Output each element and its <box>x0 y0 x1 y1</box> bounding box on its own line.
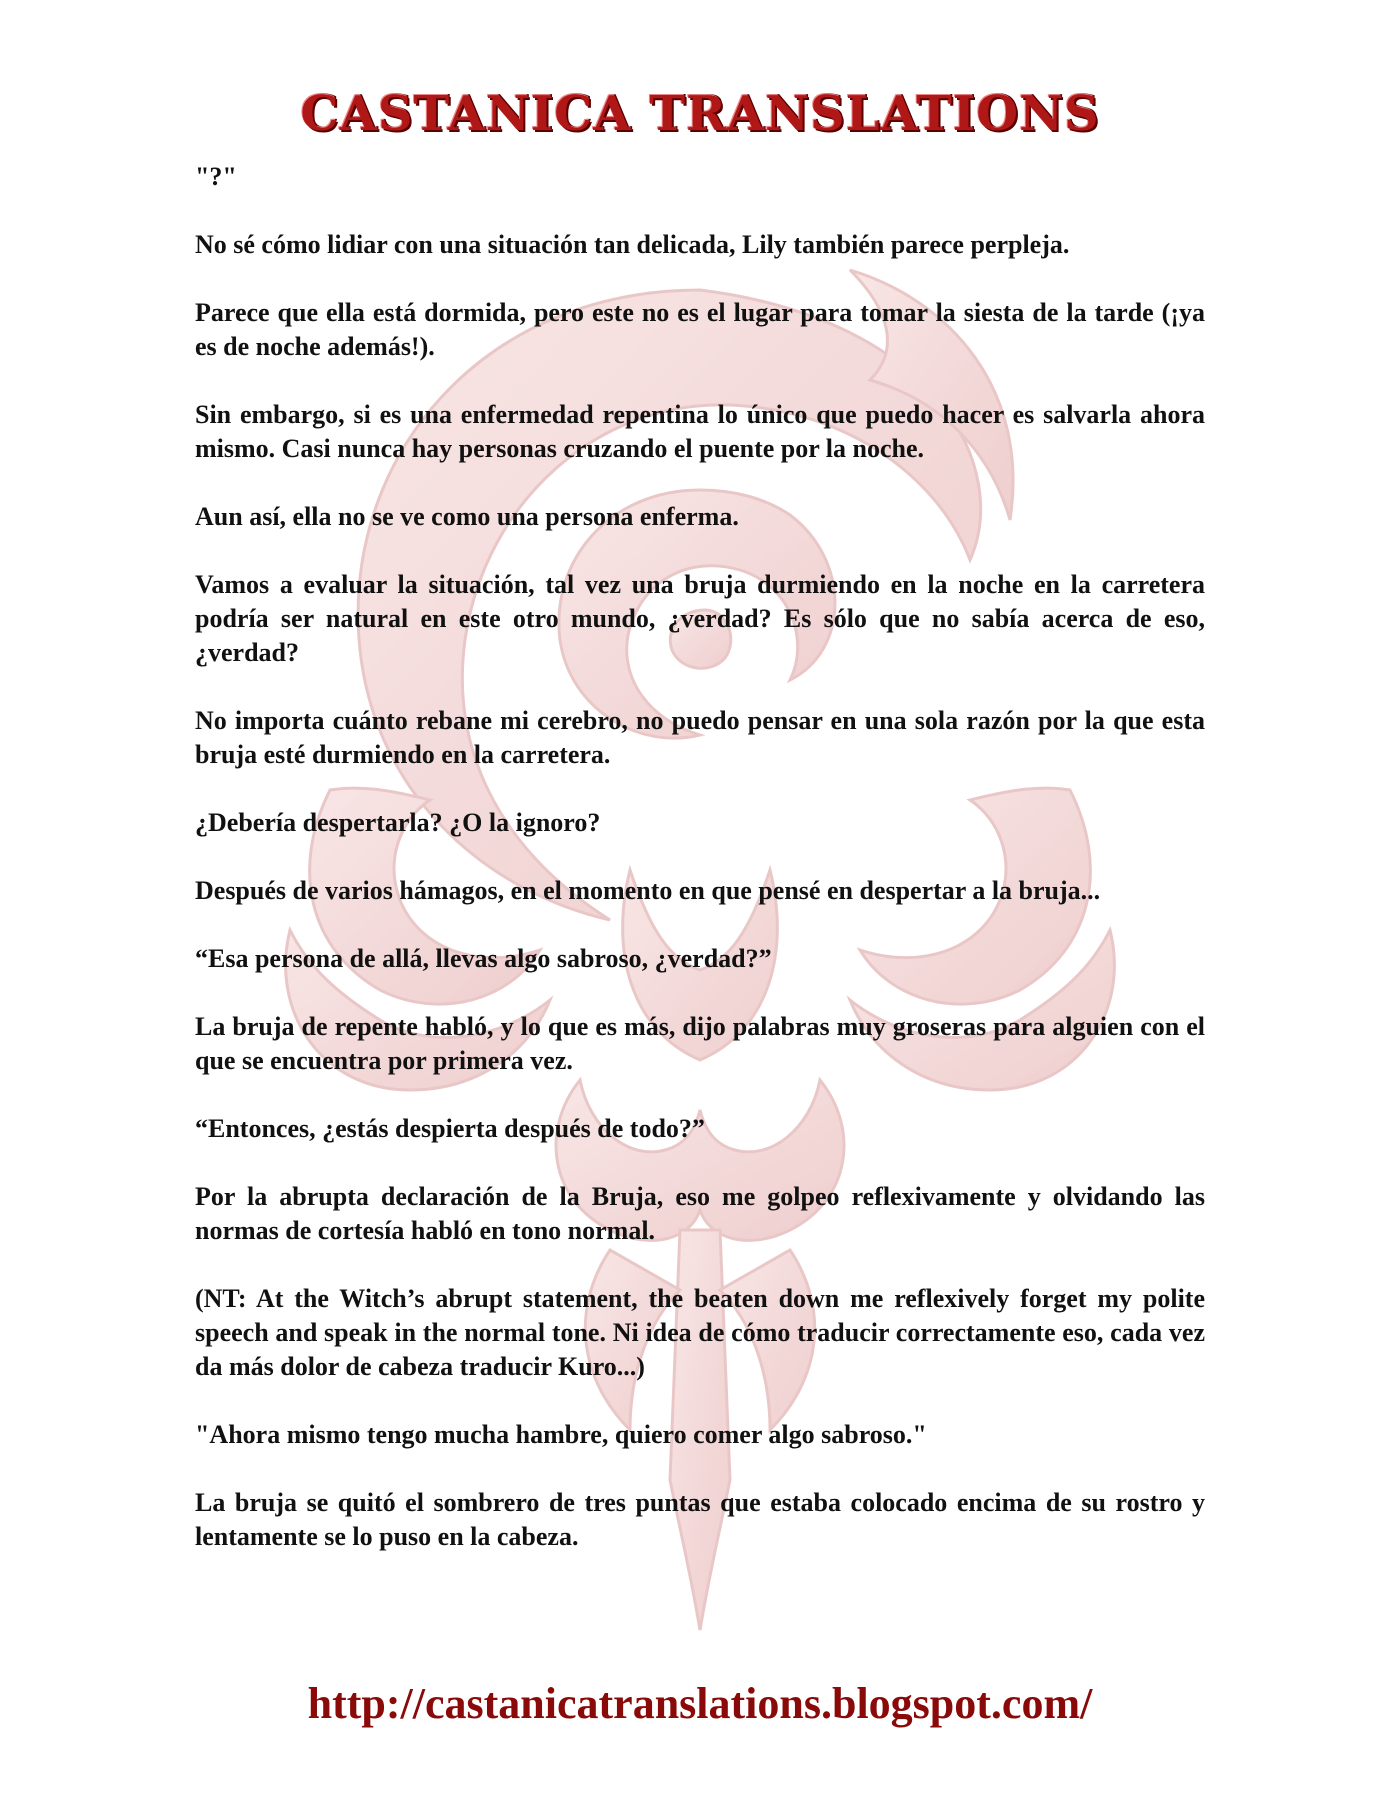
paragraph: Sin embargo, si es una enfermedad repentina lo único que puedo hacer es salvarla ahora mismo. Casi nunca hay personas cruzando el puente por la noche. <box>195 400 1205 463</box>
paragraph: Después de varios hámagos, en el momento en que pensé en despertar a la bruja... <box>195 876 1101 905</box>
paragraph: "?" <box>195 162 237 191</box>
paragraph: Aun así, ella no se ve como una persona enferma. <box>195 502 739 531</box>
paragraph: No importa cuánto rebane mi cerebro, no puedo pensar en una sola razón por la que esta bruja esté durmiendo en la carretera. <box>195 706 1205 769</box>
page-footer <box>0 1678 1400 1729</box>
paragraph: "Ahora mismo tengo mucha hambre, quiero comer algo sabroso." <box>195 1420 927 1449</box>
paragraph: Vamos a evaluar la situación, tal vez una bruja durmiendo en la noche en la carretera podría ser natural en este otro mundo, ¿verdad? Es sólo que no sabía acerca de eso, ¿verdad? <box>195 570 1205 667</box>
paragraph: ¿Debería despertarla? ¿O la ignoro? <box>195 808 601 837</box>
paragraph: “Entonces, ¿estás despierta después de todo?” <box>195 1114 705 1143</box>
blog-link[interactable]: http://castanicatranslations.blogspot.com/ <box>307 1679 1093 1728</box>
paragraph: La bruja se quitó el sombrero de tres puntas que estaba colocado encima de su rostro y lentamente se lo puso en la cabeza. <box>195 1488 1205 1551</box>
paragraph: Parece que ella está dormida, pero este no es el lugar para tomar la siesta de la tarde (¡ya es de noche además!). <box>195 298 1205 361</box>
page-header <box>0 86 1400 142</box>
paragraph: La bruja de repente habló, y lo que es más, dijo palabras muy groseras para alguien con el que se encuentra por primera vez. <box>195 1012 1205 1075</box>
paragraph: “Esa persona de allá, llevas algo sabroso, ¿verdad?” <box>195 944 772 973</box>
paragraph: Por la abrupta declaración de la Bruja, eso me golpeo reflexivamente y olvidando las normas de cortesía habló en tono normal. <box>195 1182 1205 1245</box>
document-body <box>195 160 1205 1588</box>
paragraph: No sé cómo lidiar con una situación tan delicada, Lily también parece perpleja. <box>195 230 1070 259</box>
translator-note: (NT: At the Witch’s abrupt statement, the beaten down me reflexively forget my polite speech and speak in the normal tone. Ni idea de cómo traducir correctamente eso, cada vez da más dolor de cabeza traducir Kuro...) <box>195 1284 1205 1381</box>
site-title: CASTANICA TRANSLATIONS <box>300 86 1100 142</box>
